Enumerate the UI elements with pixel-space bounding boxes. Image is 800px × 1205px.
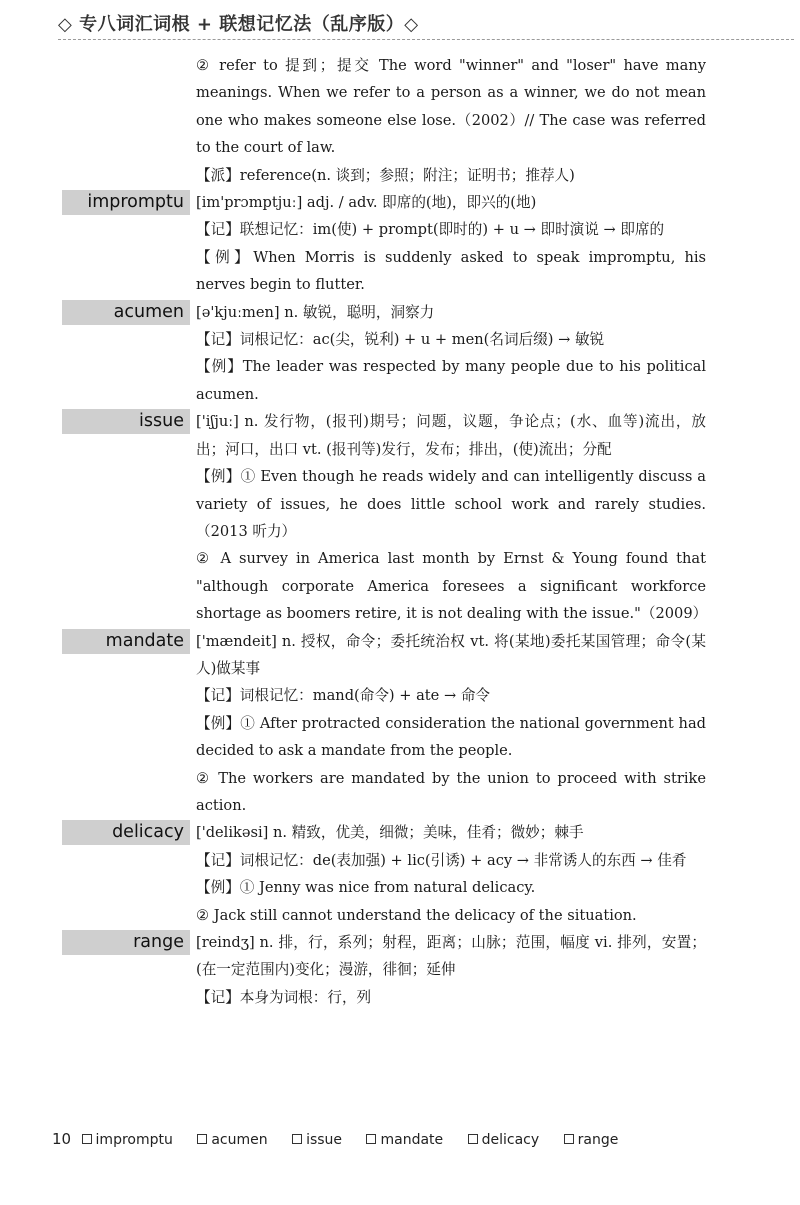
- headword: mandate: [62, 629, 190, 654]
- footer-item-label: range: [577, 1132, 619, 1148]
- footer-checklist-item: [292, 1132, 342, 1148]
- footer-checklist-item: [197, 1132, 267, 1148]
- footer-checklist-item: [468, 1132, 540, 1148]
- entry-line: 【记】联想记忆：im(使) + prompt(即时的) + u → 即时演说 → 即席的: [196, 221, 665, 239]
- entry-line: 【例】① Jenny was nice from natural delicacy.: [196, 879, 536, 897]
- entry-line: 【例】① Even though he reads widely and can intelligently discuss a variety of issues, he does little school work and rarely studies.（2013 听力）: [196, 468, 706, 540]
- entry-line: ② A survey in America last month by Ernst & Young found that "although corporate America foresees a significant workforce shortage as boomers retire, it is not dealing with the issue."（2009）: [196, 550, 708, 623]
- entry-headline: ['mændeit] n. 授权，命令；委托统治权 vt. 将(某地)委托某国管理；命令(某人)做某事: [196, 632, 706, 677]
- entry-line: 【记】词根记忆：ac(尖，锐利) + u + men(名词后缀) → 敏锐: [196, 331, 605, 349]
- footer-item-label: acumen: [211, 1132, 268, 1148]
- header-divider: [58, 39, 794, 40]
- footer-checklist-item: [82, 1132, 173, 1148]
- entry-issue: [0, 408, 800, 627]
- entry-headline: [im'prɔmptjuː] adj. / adv. 即席的(地)，即兴的(地): [196, 194, 537, 212]
- headword: impromptu: [62, 190, 190, 215]
- entry-line: ② The workers are mandated by the union to proceed with strike action.: [196, 769, 706, 814]
- entry-line: 【例】① After protracted consideration the national government had decided to ask a mandate from the people.: [196, 714, 706, 760]
- checkbox-icon: [292, 1134, 302, 1144]
- entry-line: ② Jack still cannot understand the delicacy of the situation.: [196, 906, 637, 924]
- entry-impromptu: [0, 189, 800, 299]
- entry-headline: [reindʒ] n. 排，行，系列；射程，距离；山脉；范围，幅度 vi. 排列，安置；(在一定范围内)变化；漫游，徘徊；延伸: [196, 934, 706, 979]
- headword: delicacy: [62, 820, 190, 845]
- checkbox-icon: [564, 1134, 574, 1144]
- page-header: [0, 6, 800, 40]
- entry-line: 【记】词根记忆：de(表加强) + lic(引诱) + acy → 非常诱人的东西 → 佳肴: [196, 851, 687, 869]
- entry-range: [0, 929, 800, 1011]
- entry-line: 【记】本身为词根：行，列: [196, 988, 372, 1006]
- continuation-example: ② refer to 提到；提交 The word "winner" and "loser" have many meanings. When we refer to a person as a winner, we do not mean one who makes someone else lose.（2002）// The case was referred to the court of law.: [196, 57, 706, 157]
- headword: issue: [62, 409, 190, 434]
- footer-item-label: delicacy: [481, 1132, 540, 1148]
- continuation-block: [0, 52, 800, 189]
- checkbox-icon: [468, 1134, 478, 1144]
- continuation-derivative: 【派】reference(n. 谈到；参照；附注；证明书；推荐人): [196, 166, 575, 184]
- entry-headline: ['delikəsi] n. 精致，优美，细微；美味，佳肴；微妙；棘手: [196, 824, 584, 842]
- checkbox-icon: [366, 1134, 376, 1144]
- entry-line: 【例】The leader was respected by many people due to his political acumen.: [196, 358, 706, 403]
- page-footer: [52, 1130, 638, 1148]
- checkbox-icon: [197, 1134, 207, 1144]
- footer-item-label: impromptu: [95, 1132, 173, 1148]
- entry-delicacy: [0, 819, 800, 929]
- headword: range: [62, 930, 190, 955]
- entry-line: 【例】When Morris is suddenly asked to speak impromptu, his nerves begin to flutter.: [196, 248, 706, 294]
- footer-item-label: issue: [306, 1132, 343, 1148]
- entry-acumen: [0, 299, 800, 409]
- footer-checklist-item: [366, 1132, 443, 1148]
- entry-mandate: [0, 628, 800, 820]
- entries-list: [0, 52, 800, 1011]
- entry-headline: [ə'kjuːmen] n. 敏锐，聪明，洞察力: [196, 303, 435, 321]
- footer-checklist-item: [564, 1132, 619, 1148]
- entry-line: 【记】词根记忆：mand(命令) + ate → 命令: [196, 687, 491, 705]
- checkbox-icon: [82, 1134, 92, 1144]
- header-title: ◇ 专八词汇词根 + 联想记忆法（乱序版）◇: [58, 14, 419, 35]
- entry-headline: ['iʃjuː] n. 发行物，(报刊)期号；问题，议题，争论点；(水、血等)流出，放出；河口，出口 vt. (报刊等)发行，发布；排出，(使)流出；分配: [196, 413, 706, 458]
- page-number: 10: [52, 1130, 72, 1148]
- headword: acumen: [62, 300, 190, 325]
- footer-item-label: mandate: [380, 1132, 444, 1148]
